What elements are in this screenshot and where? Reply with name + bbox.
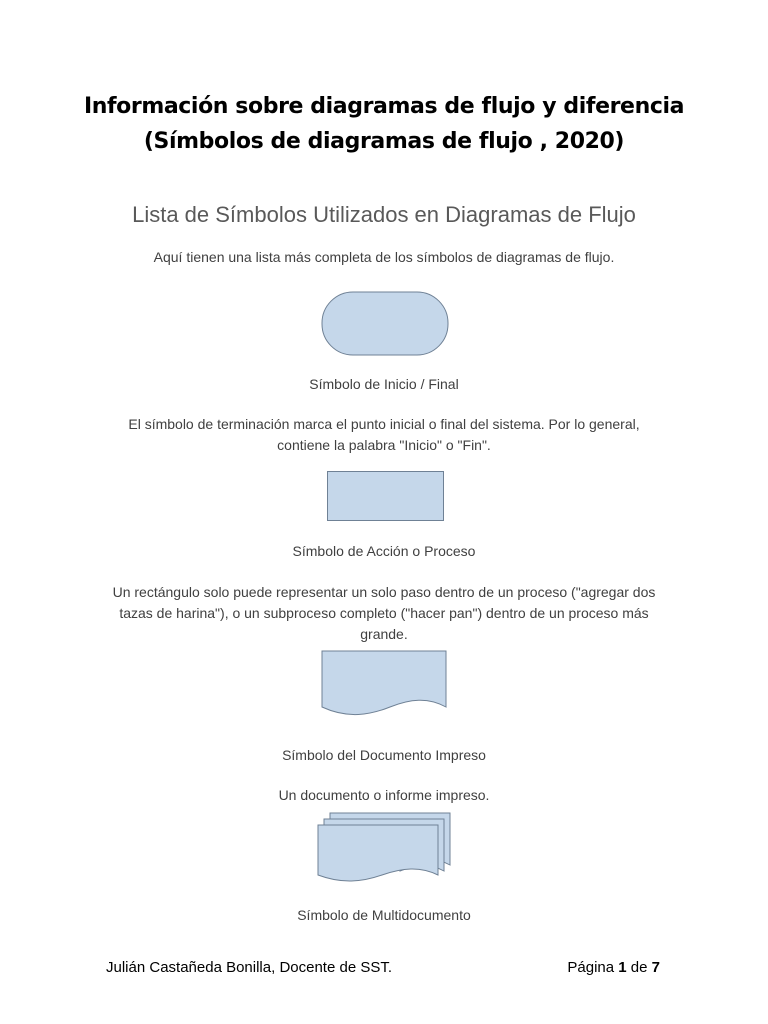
document-caption: Símbolo del Documento Impreso xyxy=(282,747,486,763)
page-total: 7 xyxy=(651,959,660,976)
multidocument-shape-icon xyxy=(316,811,452,885)
document-shape-icon xyxy=(320,649,448,721)
section-heading: Lista de Símbolos Utilizados en Diagramas de Flujo xyxy=(132,202,636,227)
terminator-description: El símbolo de terminación marca el punto inicial o final del sistema. Por lo general, contiene la palabra "Inicio" o "Fin". xyxy=(128,416,640,453)
document-title-line1: Información sobre diagramas de flujo y diferencia xyxy=(83,94,685,119)
process-shape-icon xyxy=(326,470,446,522)
process-description: Un rectángulo solo puede representar un solo paso dentro de un proceso ("agregar dos tazas de harina"), o un subproceso completo ("hacer pan") dentro de un proceso más grande. xyxy=(112,584,656,642)
terminator-shape-icon xyxy=(320,290,450,358)
footer-author: Julián Castañeda Bonilla, Docente de SST. xyxy=(106,959,393,976)
document-description: Un documento o informe impreso. xyxy=(278,787,490,803)
intro-paragraph: Aquí tienen una lista más completa de los símbolos de diagramas de flujo. xyxy=(153,249,615,265)
page-label: Página xyxy=(567,959,615,976)
terminator-caption: Símbolo de Inicio / Final xyxy=(309,376,459,392)
page-of: de xyxy=(630,959,648,976)
page-current: 1 xyxy=(618,959,627,976)
document-title-line2: (Símbolos de diagramas de flujo , 2020) xyxy=(143,129,625,154)
footer-page-number xyxy=(567,957,660,979)
process-caption: Símbolo de Acción o Proceso xyxy=(292,543,476,559)
multidocument-caption: Símbolo de Multidocumento xyxy=(297,907,471,923)
